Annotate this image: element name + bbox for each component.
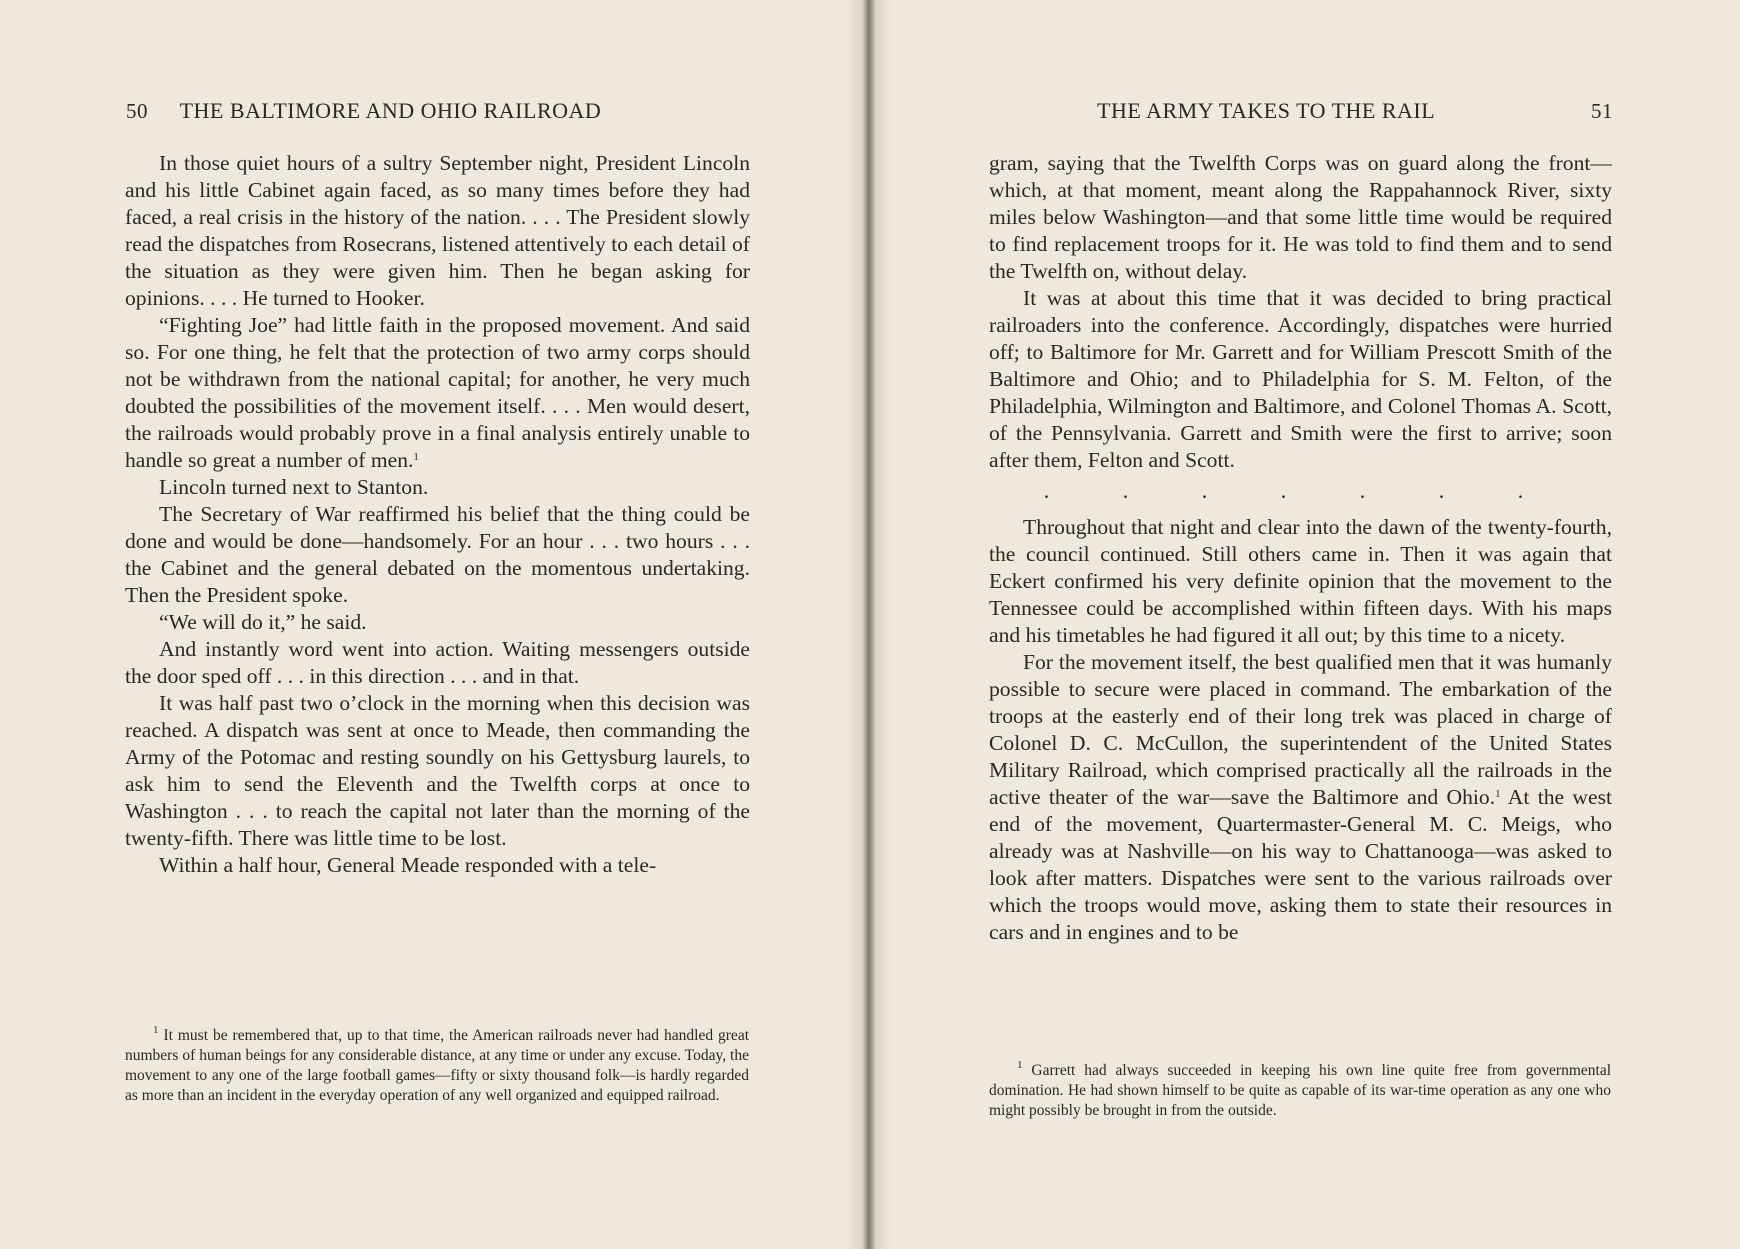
left-page [0,0,866,1249]
footnote-reference: 1 [413,451,419,463]
footnote-text: Garrett had always succeeded in keeping his own line quite free from governmental domination. He had shown himself to be quite as capable of its war-time operation as any one who might possibly be brought in from the outside. [989,1062,1612,1119]
paragraph: Lincoln turned next to Stanton. [159,475,429,499]
right-page-header [1097,96,1613,126]
paragraph: It was half past two o’clock in the morning when this decision was reached. A dispatch was sent at once to Meade, then commanding the Army of the Potomac and resting soundly on his Gettysburg laurels, to ask him to send the Eleventh and the Twelfth corps at once to Washington . . . to reach the capital not later than the morning of the twenty-fifth. There was little time to be lost. [125,691,750,850]
paragraph: It was at about this time that it was decided to bring practical railroaders into the conference. Accordingly, dispatches were hurried off; to Baltimore for Mr. Garrett and for William Prescott Smith of the Baltimore and Ohio; and to Philadelphia for S. M. Felton, of the Philadelphia, Wilmington and Baltimore, and Colonel Thomas A. Scott, of the Pennsylvania. Garrett and Smith were the first to arrive; soon after them, Felton and Scott. [989,286,1612,472]
paragraph: The Secretary of War reaffirmed his belief that the thing could be done and would be done—handsomely. For an hour . . . two hours . . . the Cabinet and the general debated on the momentous undertaking. Then the President spoke. [125,502,750,607]
footnote-marker: 1 [153,1024,159,1036]
left-page-body [125,150,750,879]
right-footnote [989,1061,1611,1121]
page-number: 51 [1591,99,1613,123]
running-head: THE BALTIMORE AND OHIO RAILROAD [179,98,602,123]
running-head: THE ARMY TAKES TO THE RAIL [1097,98,1436,123]
left-page-header [126,96,750,126]
paragraph: Throughout that night and clear into the dawn of the twenty-fourth, the council continued. Still others came in. Then it was again that Eckert confirmed his very definite opinion that the movement to the Tennessee could be accomplished within fifteen days. With his maps and his timetables he had figured it all out; by this time to a nicety. [989,515,1612,647]
paragraph: For the movement itself, the best qualified men that it was humanly possible to secure were placed in command. The embarkation of the troops at the easterly end of their long trek was placed in charge of Colonel D. C. McCullon, the superintendent of the United States Military Railroad, which comprised practically all the railroads in the active theater of the war—save the Baltimore and Ohio.$^1$ At the west end of the movement, Quartermaster-General M. C. Meigs, who already was at Nashville—on his way to Chattanooga—was asked to look after matters. Dispatches were sent to the various railroads over which the troops would move, asking them to state their resources in cars and in engines and to be [989,650,1612,944]
paragraph: gram, saying that the Twelfth Corps was on guard along the front—which, at that moment, meant along the Rappahannock River, sixty miles below Washington—and that some little time would be required to find replacement troops for it. He was told to find them and to send the Twelfth on, without delay. [989,151,1612,283]
left-footnote [125,1026,749,1106]
section-separator: . . . . . . . [1043,478,1558,503]
paragraph: And instantly word went into action. Waiting messengers outside the door sped off . . . in this direction . . . and in that. [125,637,750,688]
page-number: 50 [126,99,148,123]
footnote-reference: 1 [1495,788,1501,800]
footnote-text: It must be remembered that, up to that time, the American railroads never had handled great numbers of human beings for any considerable distance, at any time or under any excuse. Today, the movement to any one of the large football games—fifty or sixty thousand folk—is hardly regarded as more than an incident in the everyday operation of any well organized and equipped railroad. [125,1027,750,1104]
footnote-marker: 1 [1017,1059,1023,1071]
book-gutter [846,0,892,1249]
paragraph: Within a half hour, General Meade responded with a tele- [159,853,657,877]
paragraph: “Fighting Joe” had little faith in the proposed movement. And said so. For one thing, he felt that the protection of two army corps should not be withdrawn from the national capital; for another, he very much doubted the possibilities of the movement itself. . . . Men would desert, the railroads would probably prove in a final analysis entirely unable to handle so great a number of men.$^1$ [125,313,750,472]
right-page-body [989,150,1612,946]
paragraph: “We will do it,” he said. [159,610,367,634]
paragraph: In those quiet hours of a sultry September night, President Lincoln and his little Cabinet again faced, as so many times before they had faced, a real crisis in the history of the nation. . . . The President slowly read the dispatches from Rosecrans, listened attentively to each detail of the situation as they were given him. Then he began asking for opinions. . . . He turned to Hooker. [125,151,750,310]
